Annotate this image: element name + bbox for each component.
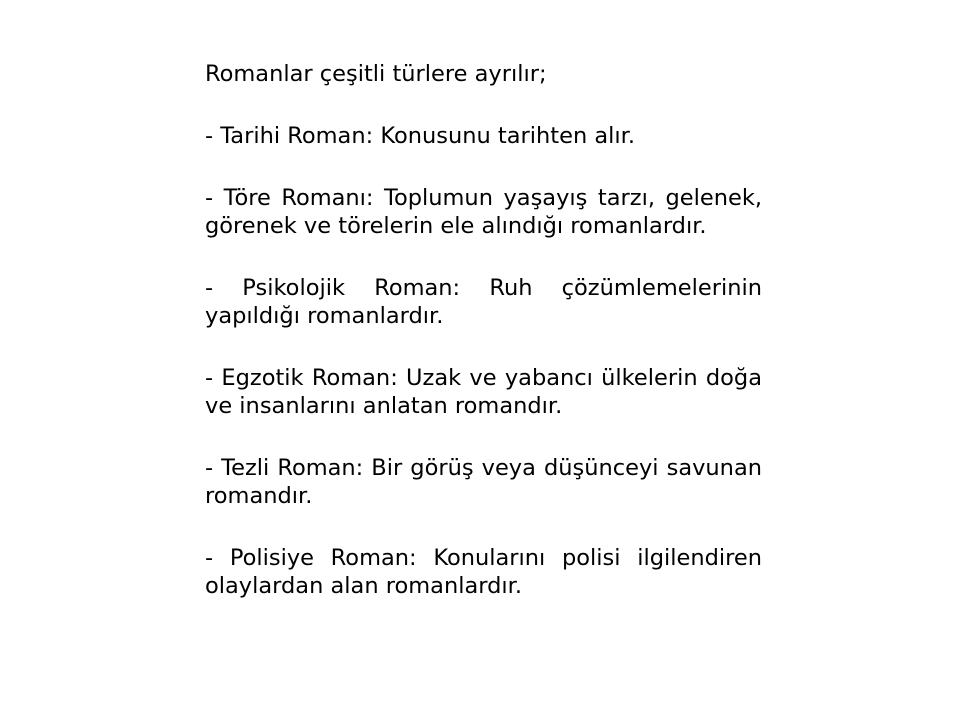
item-psikolojik-roman: - Psikolojik Roman: Ruh çözümlemelerinin yapıldığı romanlardır. bbox=[205, 275, 762, 329]
item-egzotik-roman: - Egzotik Roman: Uzak ve yabancı ülkelerin doğa ve insanlarını anlatan romandır. bbox=[205, 365, 762, 419]
item-tarihi-roman: - Tarihi Roman: Konusunu tarihten alır. bbox=[205, 123, 635, 149]
intro-paragraph: Romanlar çeşitli türlere ayrılır; bbox=[205, 61, 547, 87]
item-polisiye-roman: - Polisiye Roman: Konularını polisi ilgilendiren olaylardan alan romanlardır. bbox=[205, 545, 762, 599]
item-tore-romani: - Töre Romanı: Toplumun yaşayış tarzı, gelenek, görenek ve törelerin ele alındığı romanlardır. bbox=[205, 185, 762, 239]
text-block bbox=[205, 60, 762, 634]
item-tezli-roman: - Tezli Roman: Bir görüş veya düşünceyi savunan romandır. bbox=[205, 455, 762, 509]
